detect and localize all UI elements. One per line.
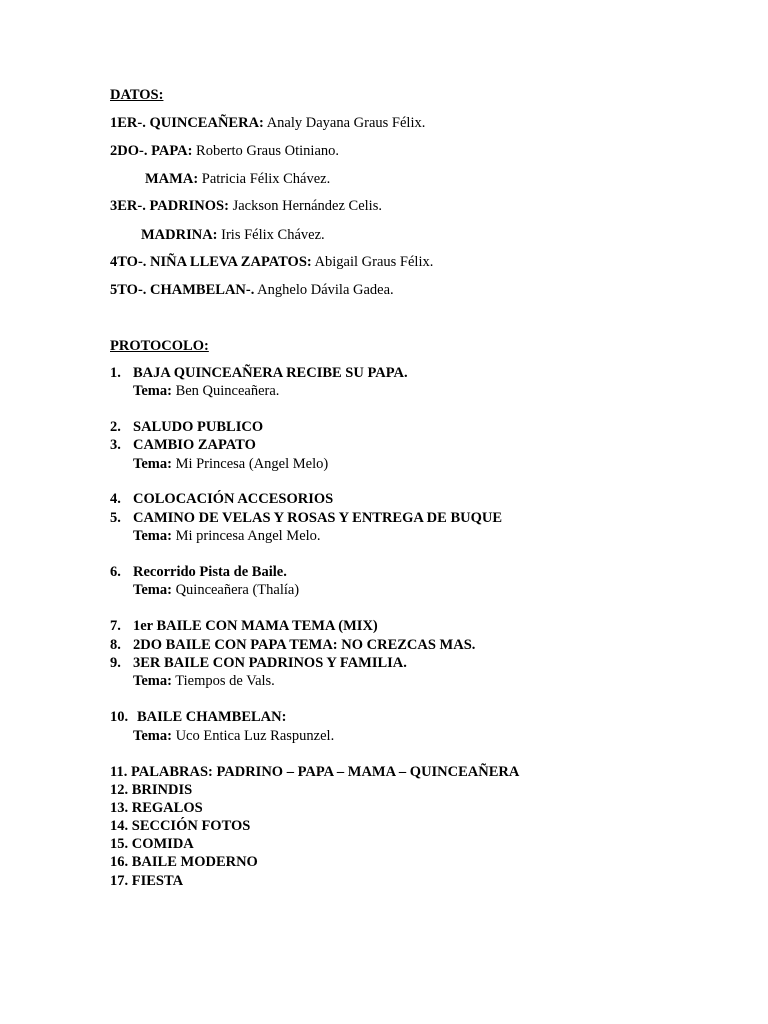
datos-label: 5TO-. CHAMBELAN-. bbox=[110, 282, 255, 298]
item-number: 16. bbox=[110, 854, 129, 870]
list-item bbox=[110, 835, 194, 853]
item-number: 9. bbox=[110, 655, 121, 671]
tema-value: Ben Quinceañera. bbox=[171, 383, 280, 399]
list-item: CAMINO DE VELAS Y ROSAS Y ENTREGA DE BUQUE bbox=[133, 510, 503, 526]
tema-label: Tema: bbox=[133, 383, 172, 399]
item-number: 14. bbox=[110, 818, 129, 834]
protocolo-heading: PROTOCOLO: bbox=[110, 338, 209, 354]
list-item bbox=[110, 853, 258, 871]
item-number: 8. bbox=[110, 637, 121, 653]
tema-label: Tema: bbox=[133, 528, 172, 544]
list-item: Recorrido Pista de Baile. bbox=[133, 564, 287, 580]
tema-label: Tema: bbox=[133, 582, 172, 598]
datos-value: Abigail Graus Félix. bbox=[311, 254, 434, 270]
datos-label: 4TO-. NIÑA LLEVA ZAPATOS: bbox=[110, 254, 312, 270]
item-text: BRINDIS bbox=[131, 782, 193, 798]
datos-value: Anghelo Dávila Gadea. bbox=[254, 282, 394, 298]
tema-line bbox=[133, 727, 334, 745]
item-text: FIESTA bbox=[131, 873, 184, 889]
datos-row-mama bbox=[145, 170, 330, 188]
tema-line bbox=[133, 672, 275, 690]
datos-row-chambelan bbox=[110, 281, 394, 299]
item-text: PALABRAS: PADRINO – PAPA – MAMA – QUINCEAÑERA bbox=[130, 764, 520, 780]
list-item: CAMBIO ZAPATO bbox=[133, 437, 256, 453]
item-text: COMIDA bbox=[131, 836, 194, 852]
item-number: 2. bbox=[110, 419, 121, 435]
list-item: 2DO BAILE CON PAPA TEMA: NO CREZCAS MAS. bbox=[133, 637, 476, 653]
item-number: 10. bbox=[110, 709, 129, 725]
item-number: 11. bbox=[110, 764, 128, 780]
item-text: REGALOS bbox=[131, 800, 203, 816]
list-item bbox=[110, 781, 192, 799]
list-item: BAJA QUINCEAÑERA RECIBE SU PAPA. bbox=[133, 365, 408, 381]
tema-value: Uco Entica Luz Raspunzel. bbox=[171, 728, 335, 744]
datos-label: MAMA: bbox=[145, 171, 199, 187]
tema-line bbox=[133, 527, 321, 545]
item-number: 6. bbox=[110, 564, 121, 580]
datos-row-padrinos bbox=[110, 197, 382, 215]
list-item bbox=[110, 872, 183, 890]
list-item: 3ER BAILE CON PADRINOS Y FAMILIA. bbox=[133, 655, 407, 671]
item-number: 3. bbox=[110, 437, 121, 453]
datos-row-papa bbox=[110, 142, 339, 160]
item-number: 4. bbox=[110, 491, 121, 507]
item-number: 12. bbox=[110, 782, 129, 798]
datos-row-nina-zapatos bbox=[110, 253, 433, 271]
datos-value: Iris Félix Chávez. bbox=[217, 227, 325, 243]
datos-value: Roberto Graus Otiniano. bbox=[192, 143, 340, 159]
datos-value: Patricia Félix Chávez. bbox=[198, 171, 331, 187]
datos-label: 3ER-. PADRINOS: bbox=[110, 198, 229, 214]
tema-line bbox=[133, 455, 328, 473]
item-number: 5. bbox=[110, 510, 121, 526]
datos-label: 2DO-. PAPA: bbox=[110, 143, 193, 159]
tema-value: Mi Princesa (Angel Melo) bbox=[171, 456, 329, 472]
tema-line bbox=[133, 382, 279, 400]
datos-heading: DATOS: bbox=[110, 87, 164, 103]
tema-label: Tema: bbox=[133, 456, 172, 472]
tema-line bbox=[133, 581, 299, 599]
list-item bbox=[110, 799, 203, 817]
datos-value: Jackson Hernández Celis. bbox=[228, 198, 382, 214]
item-number: 17. bbox=[110, 873, 129, 889]
tema-value: Tiempos de Vals. bbox=[171, 673, 275, 689]
item-number: 13. bbox=[110, 800, 129, 816]
item-number: 15. bbox=[110, 836, 129, 852]
tema-label: Tema: bbox=[133, 728, 172, 744]
item-text: BAILE MODERNO bbox=[131, 854, 258, 870]
item-text: SECCIÓN FOTOS bbox=[131, 818, 251, 834]
list-item: COLOCACIÓN ACCESORIOS bbox=[133, 491, 334, 507]
item-number: 1. bbox=[110, 365, 121, 381]
tema-value: Quinceañera (Thalía) bbox=[171, 582, 300, 598]
tema-label: Tema: bbox=[133, 673, 172, 689]
list-item: BAILE CHAMBELAN: bbox=[137, 709, 287, 725]
tema-value: Mi princesa Angel Melo. bbox=[171, 528, 321, 544]
datos-row-madrina bbox=[141, 226, 325, 244]
item-number: 7. bbox=[110, 618, 121, 634]
datos-label: 1ER-. QUINCEAÑERA: bbox=[110, 115, 264, 131]
list-item: 1er BAILE CON MAMA TEMA (MIX) bbox=[133, 618, 378, 634]
list-item: SALUDO PUBLICO bbox=[133, 419, 264, 435]
datos-label: MADRINA: bbox=[141, 227, 218, 243]
datos-value: Analy Dayana Graus Félix. bbox=[263, 115, 426, 131]
list-item bbox=[110, 817, 250, 835]
datos-row-quinceanera bbox=[110, 114, 425, 132]
list-item bbox=[110, 763, 519, 781]
